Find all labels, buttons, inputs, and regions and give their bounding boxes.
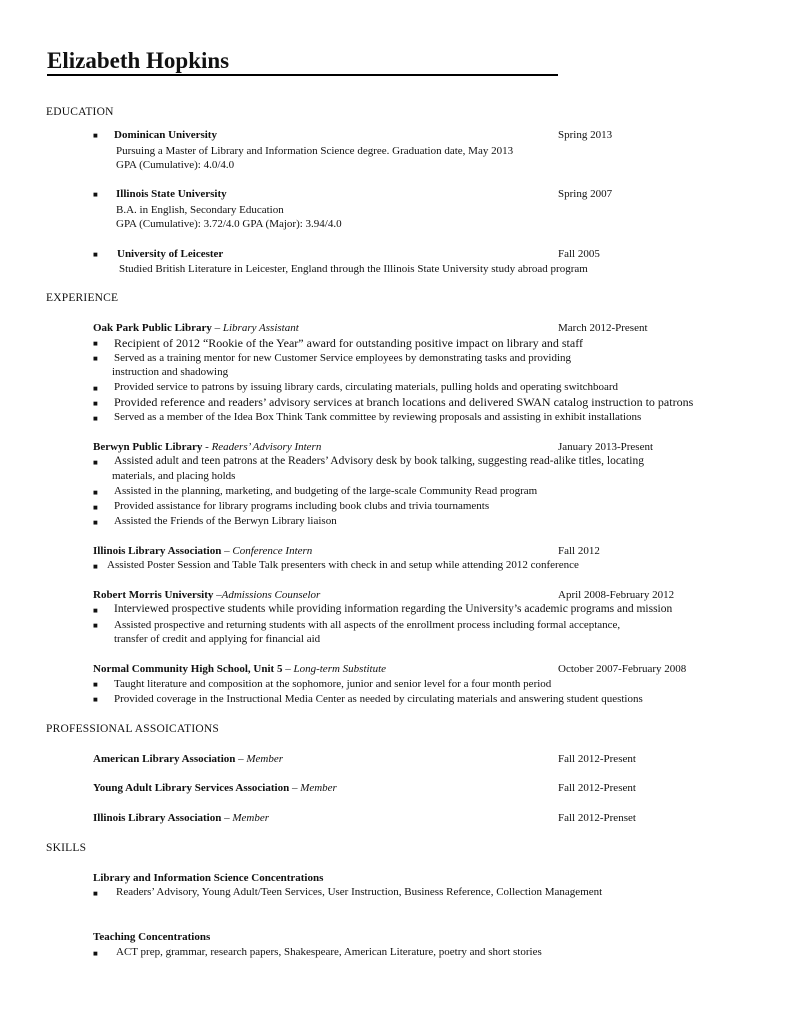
- job-bullet: Assisted adult and teen patrons at the Readers’ Advisory desk by book talking, suggesting read-alike titles, locating: [114, 455, 644, 467]
- job-bullet: Assisted prospective and returning students with all aspects of the enrollment process including formal acceptance,: [114, 619, 621, 631]
- job-title-line: [93, 663, 386, 675]
- association-org: American Library Association: [93, 753, 236, 765]
- skill-category-title: Library and Information Science Concentrations: [93, 872, 324, 884]
- bullet-icon: ■: [93, 250, 98, 259]
- job-role: Readers’ Advisory Intern: [211, 441, 322, 453]
- job-bullet: Served as a training mentor for new Customer Service employees by demonstrating tasks and providing: [114, 352, 572, 364]
- education-date: Fall 2005: [558, 248, 600, 260]
- association-role: Member: [232, 812, 270, 824]
- association-date: Fall 2012-Present: [558, 782, 636, 794]
- job-separator: -: [202, 441, 212, 453]
- bullet-icon: ■: [93, 399, 98, 408]
- job-title-line: [93, 322, 299, 334]
- job-separator: –: [213, 589, 222, 601]
- job-date: Fall 2012: [558, 545, 600, 557]
- job-role: Long-term Substitute: [293, 663, 387, 675]
- association-role: Member: [300, 782, 337, 794]
- skill-item: Readers’ Advisory, Young Adult/Teen Services, User Instruction, Business Reference, Collection Management: [116, 886, 603, 898]
- bullet-icon: ■: [93, 131, 98, 140]
- job-date: April 2008-February 2012: [558, 589, 675, 601]
- job-separator: –: [282, 663, 294, 675]
- bullet-icon: ■: [93, 562, 98, 571]
- job-title-line: [93, 441, 321, 453]
- bullet-icon: ■: [93, 354, 98, 363]
- association-org: Illinois Library Association: [93, 812, 222, 824]
- job-separator: –: [211, 322, 223, 334]
- education-date: Spring 2013: [558, 129, 613, 141]
- school-name: Dominican University: [114, 129, 217, 141]
- job-date: January 2013-Present: [558, 441, 654, 453]
- job-bullet: transfer of credit and applying for financial aid: [114, 633, 321, 645]
- education-detail: GPA (Cumulative): 3.72/4.0 GPA (Major): 3.94/4.0: [116, 218, 342, 230]
- resume-name: Elizabeth Hopkins: [47, 48, 230, 73]
- bullet-icon: ■: [93, 518, 98, 527]
- job-org: Normal Community High School, Unit 5: [93, 663, 283, 675]
- section-heading-experience: EXPERIENCE: [46, 292, 119, 304]
- bullet-icon: ■: [93, 680, 98, 689]
- bullet-icon: ■: [93, 414, 98, 423]
- association-line: [93, 812, 269, 824]
- section-heading-skills: SKILLS: [46, 842, 87, 854]
- association-role: Member: [246, 753, 284, 765]
- job-role: Admissions Counselor: [221, 589, 321, 601]
- bullet-icon: ■: [93, 503, 98, 512]
- bullet-icon: ■: [93, 889, 98, 898]
- name-underline: [47, 74, 558, 76]
- education-date: Spring 2007: [558, 188, 613, 200]
- job-bullet: Provided service to patrons by issuing library cards, circulating materials, pulling holds and operating switchboard: [114, 381, 619, 393]
- bullet-icon: ■: [93, 488, 98, 497]
- association-line: [93, 753, 283, 765]
- skill-category-title: Teaching Concentrations: [93, 931, 211, 943]
- association-date: Fall 2012-Prenset: [558, 812, 636, 824]
- association-org: Young Adult Library Services Association: [93, 782, 290, 794]
- association-separator: –: [221, 812, 233, 824]
- job-role: Conference Intern: [232, 545, 313, 557]
- education-detail: B.A. in English, Secondary Education: [116, 204, 284, 216]
- education-detail: Studied British Literature in Leicester, England through the Illinois State University study abroad program: [119, 263, 588, 275]
- bullet-icon: ■: [93, 606, 98, 615]
- association-date: Fall 2012-Present: [558, 753, 636, 765]
- job-bullet: Provided coverage in the Instructional Media Center as needed by circulating materials and answering student questions: [114, 693, 643, 705]
- job-bullet: Assisted the Friends of the Berwyn Library liaison: [114, 515, 337, 527]
- job-org: Robert Morris University: [93, 589, 214, 601]
- job-org: Illinois Library Association: [93, 545, 222, 557]
- association-separator: –: [289, 782, 301, 794]
- school-name: University of Leicester: [117, 248, 224, 260]
- job-bullet: Interviewed prospective students while providing information regarding the University’s academic programs and mission: [114, 603, 673, 615]
- bullet-icon: ■: [93, 339, 98, 348]
- job-role: Library Assistant: [222, 322, 299, 334]
- education-detail: GPA (Cumulative): 4.0/4.0: [116, 159, 235, 171]
- bullet-icon: ■: [93, 190, 98, 199]
- job-org: Oak Park Public Library: [93, 322, 212, 334]
- job-bullet: Assisted Poster Session and Table Talk presenters with check in and setup while attending 2012 conference: [107, 559, 579, 571]
- job-bullet: materials, and placing holds: [112, 470, 236, 482]
- bullet-icon: ■: [93, 695, 98, 704]
- education-detail: Pursuing a Master of Library and Information Science degree. Graduation date, May 2013: [116, 145, 514, 157]
- job-bullet: Taught literature and composition at the sophomore, junior and senior level for a four month period: [114, 678, 552, 690]
- job-title-line: [93, 589, 320, 601]
- bullet-icon: ■: [93, 949, 98, 958]
- job-bullet: instruction and shadowing: [112, 366, 229, 378]
- bullet-icon: ■: [93, 621, 98, 630]
- job-bullet: Served as a member of the Idea Box Think Tank committee by reviewing proposals and assisting in exhibit installations: [114, 411, 642, 423]
- job-separator: –: [221, 545, 233, 557]
- job-date: March 2012-Present: [558, 322, 648, 334]
- bullet-icon: ■: [93, 458, 98, 467]
- section-heading-associations: PROFESSIONAL ASSOICATIONS: [46, 723, 219, 735]
- section-heading-education: EDUCATION: [46, 106, 114, 118]
- job-title-line: [93, 545, 312, 557]
- school-name: Illinois State University: [116, 188, 227, 200]
- skill-item: ACT prep, grammar, research papers, Shakespeare, American Literature, poetry and short stories: [116, 946, 542, 958]
- job-date: October 2007-February 2008: [558, 663, 687, 675]
- association-separator: –: [235, 753, 247, 765]
- bullet-icon: ■: [93, 384, 98, 393]
- job-bullet: Assisted in the planning, marketing, and budgeting of the large-scale Community Read program: [114, 485, 538, 497]
- association-line: [93, 782, 337, 794]
- job-bullet: Provided assistance for library programs including book clubs and trivia tournaments: [114, 500, 490, 512]
- job-bullet: Provided reference and readers’ advisory services at branch locations and delivered SWAN catalog instruction to patrons: [114, 395, 694, 409]
- job-org: Berwyn Public Library: [93, 441, 203, 453]
- job-bullet: Recipient of 2012 “Rookie of the Year” award for outstanding positive impact on library and staff: [114, 336, 583, 350]
